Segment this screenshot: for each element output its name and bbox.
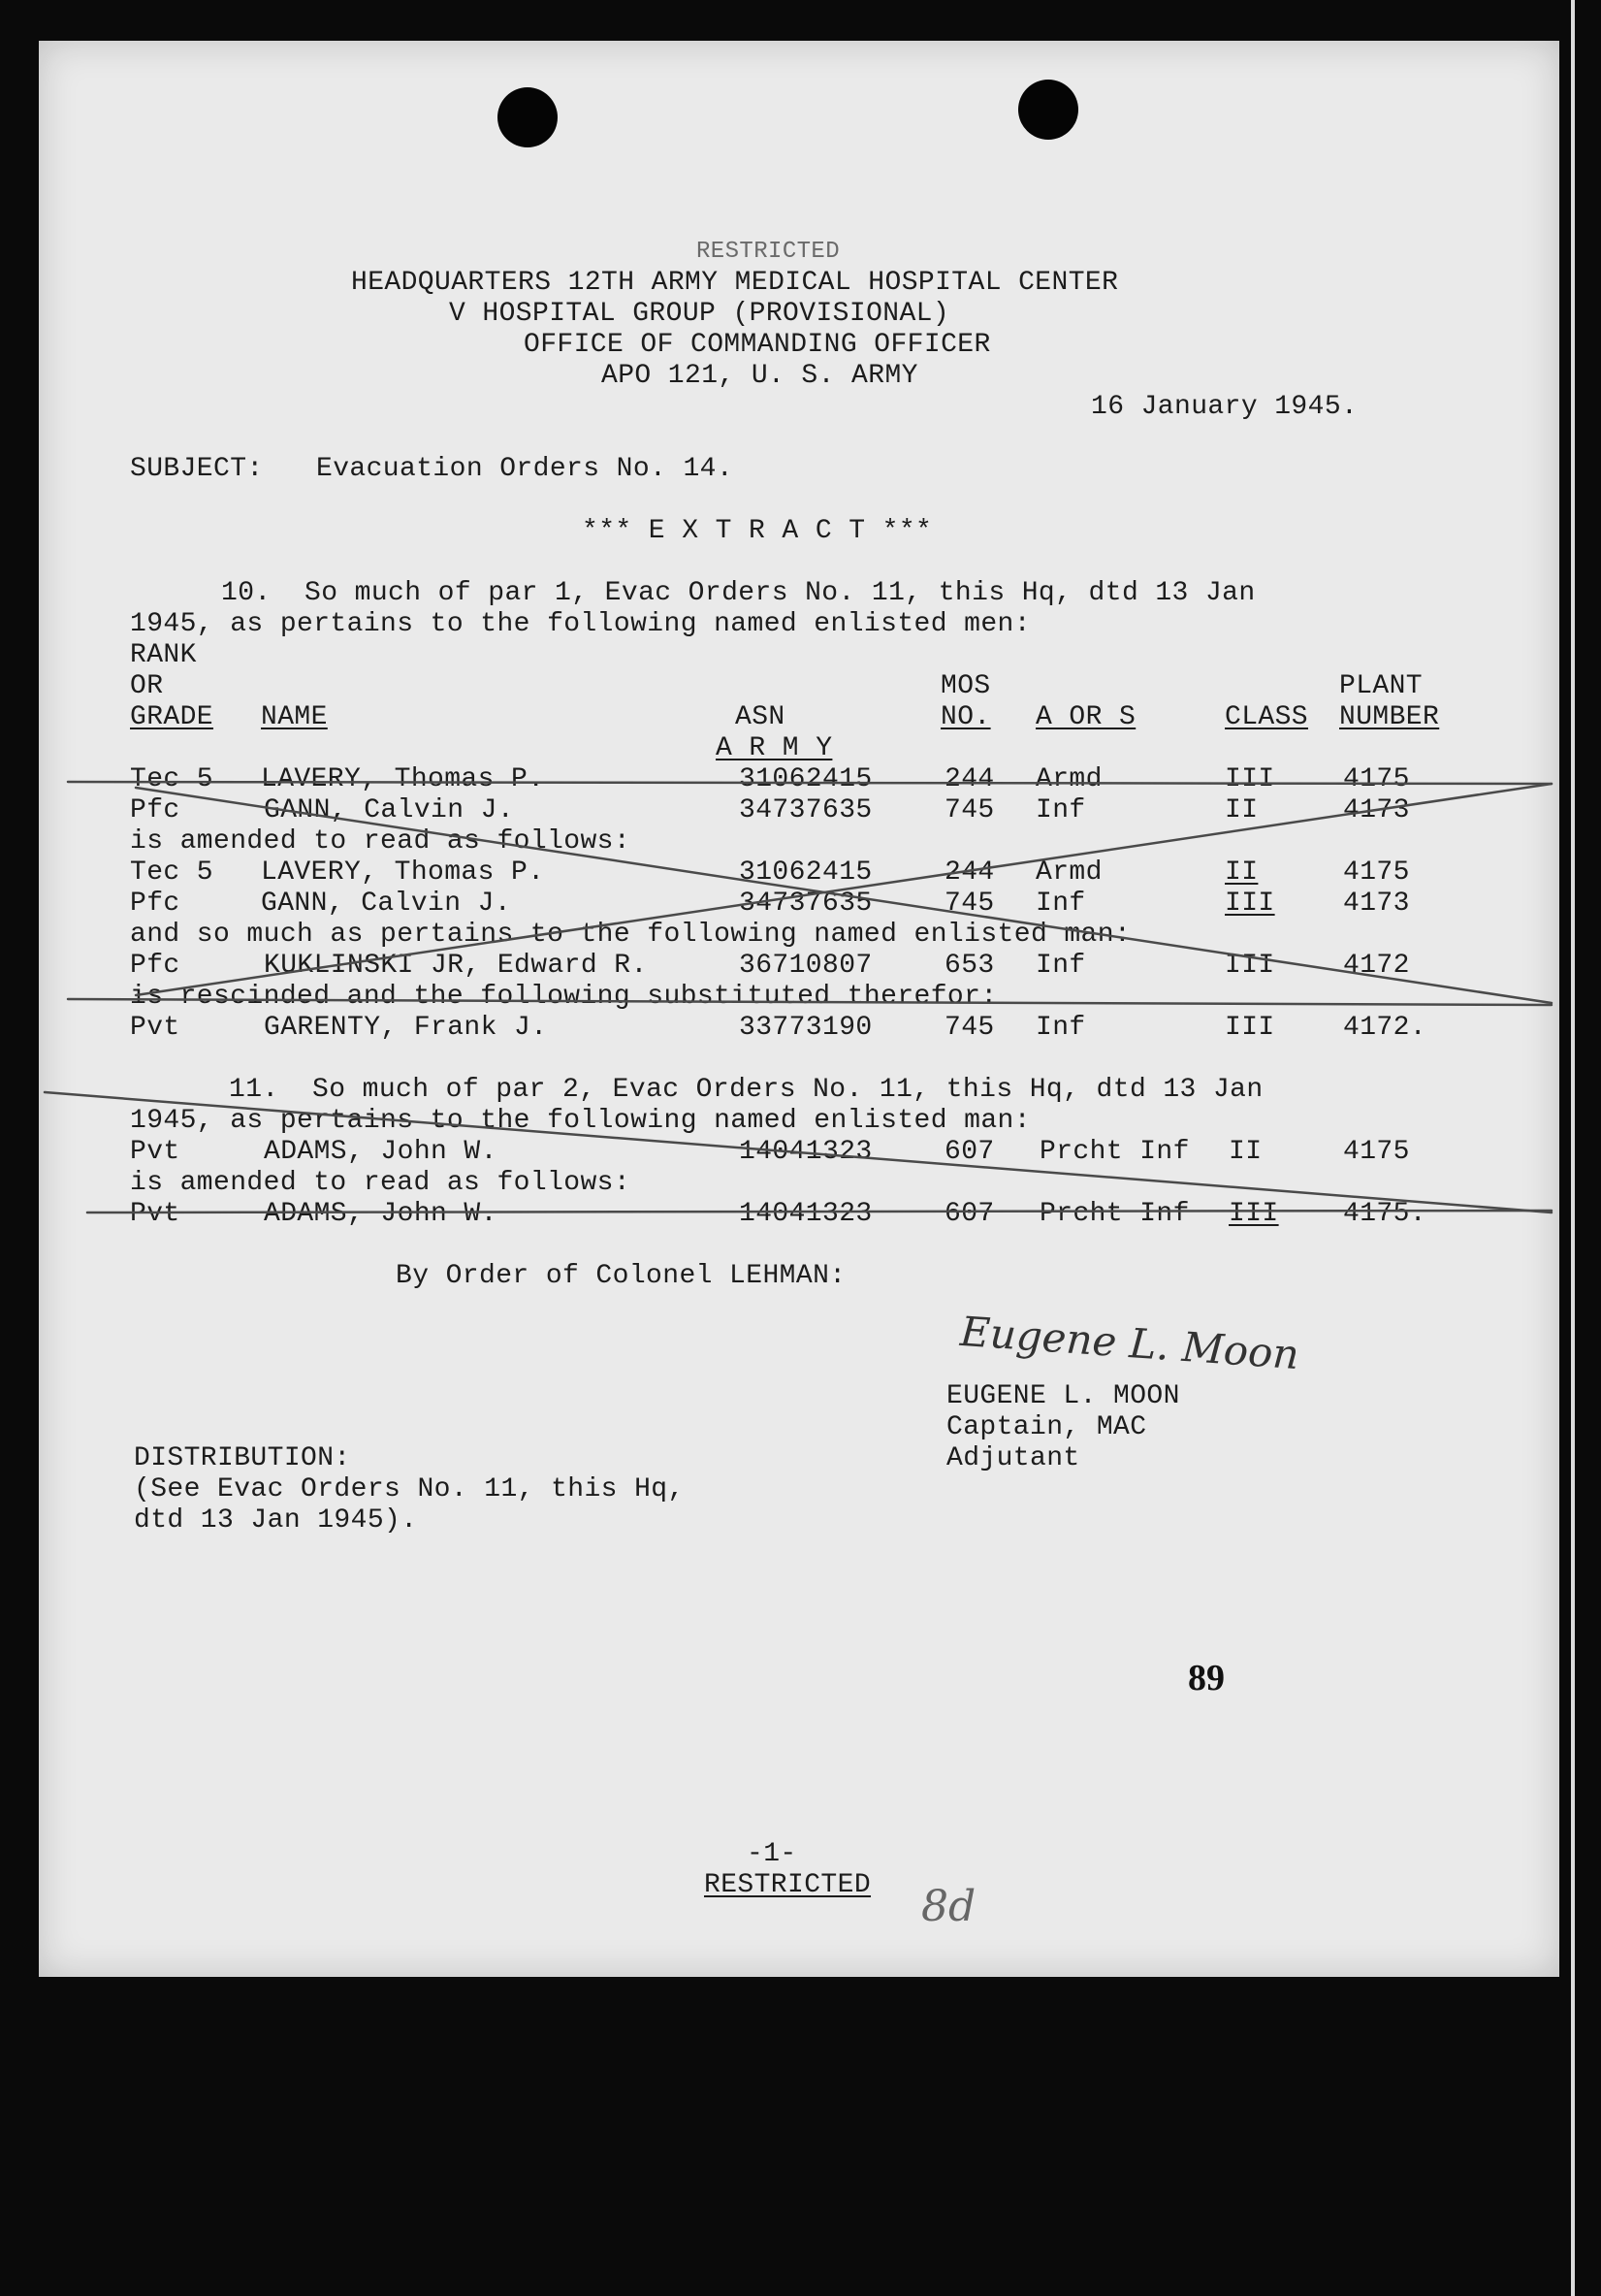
strike-line <box>68 999 1552 1005</box>
row-asn: 33773190 <box>739 1013 873 1043</box>
by-order: By Order of Colonel LEHMAN: <box>396 1261 847 1291</box>
para10-line-2: 1945, as pertains to the following named enlisted men: <box>130 609 1031 639</box>
amended-label: is amended to read as follows: <box>130 826 631 857</box>
signature-title: Adjutant <box>946 1443 1080 1473</box>
row-mos: 244 <box>945 857 995 888</box>
row-mos: 244 <box>945 764 995 794</box>
row-aors: Inf <box>1036 1013 1086 1043</box>
row-aors: Inf <box>1036 889 1086 919</box>
header-line-2: V HOSPITAL GROUP (PROVISIONAL) <box>449 299 950 329</box>
row-rank: Pvt <box>130 1013 180 1043</box>
col-a-or-s: A OR S <box>1036 702 1137 732</box>
row-class: III <box>1229 1199 1279 1229</box>
row-class: III <box>1225 889 1275 919</box>
extract-heading: *** E X T R A C T *** <box>582 516 933 546</box>
row-name: GANN, Calvin J. <box>264 795 515 825</box>
row-aors: Prcht Inf <box>1040 1137 1190 1167</box>
row-rank: Pfc <box>130 951 180 981</box>
row-name: GANN, Calvin J. <box>261 889 512 919</box>
row-rank: Pvt <box>130 1137 180 1167</box>
col-mos-line-2: NO. <box>941 702 991 732</box>
row-plant: 4172 <box>1343 951 1410 981</box>
row-class: II <box>1225 795 1259 825</box>
handwritten-signature: Eugene L. Moon <box>958 1307 1301 1379</box>
handwritten-note: 8d <box>921 1882 977 1931</box>
row-name: LAVERY, Thomas P. <box>261 764 545 794</box>
row-plant: 4172. <box>1343 1013 1427 1043</box>
amended-label-11: is amended to read as follows: <box>130 1168 631 1198</box>
row-plant: 4175 <box>1343 1137 1410 1167</box>
row-plant: 4173 <box>1343 889 1410 919</box>
strike-line <box>87 1211 1552 1213</box>
col-rank-line-2: OR <box>130 671 164 701</box>
footer-page: -1- <box>747 1839 797 1869</box>
row-name: ADAMS, John W. <box>264 1137 497 1167</box>
header-line-1: HEADQUARTERS 12TH ARMY MEDICAL HOSPITAL CENTER <box>351 268 1119 298</box>
strike-line <box>68 782 1552 784</box>
row-rank: Pvt <box>130 1199 180 1229</box>
row-asn: 36710807 <box>739 951 873 981</box>
para11-line-1: 11. So much of par 2, Evac Orders No. 11, this Hq, dtd 13 Jan <box>229 1075 1264 1105</box>
header-line-4: APO 121, U. S. ARMY <box>601 361 918 391</box>
row-rank: Pfc <box>130 889 180 919</box>
row-asn: 34737635 <box>739 795 873 825</box>
para10-line-1: 10. So much of par 1, Evac Orders No. 11, this Hq, dtd 13 Jan <box>221 578 1256 608</box>
row-mos: 745 <box>945 795 995 825</box>
row-asn: 34737635 <box>739 889 873 919</box>
row-aors: Inf <box>1036 795 1086 825</box>
row-asn: 14041323 <box>739 1199 873 1229</box>
row-asn: 14041323 <box>739 1137 873 1167</box>
row-mos: 745 <box>945 889 995 919</box>
row-mos: 607 <box>945 1199 995 1229</box>
subject-label: SUBJECT: <box>130 454 264 484</box>
distribution-line-2: dtd 13 Jan 1945). <box>134 1505 418 1536</box>
and-label: and so much as pertains to the following named enlisted man: <box>130 920 1132 950</box>
row-plant: 4175. <box>1343 1199 1427 1229</box>
row-name: ADAMS, John W. <box>264 1199 497 1229</box>
restricted-stamp-top: RESTRICTED <box>696 239 841 265</box>
col-rank-line-1: RANK <box>130 640 197 670</box>
row-rank: Tec 5 <box>130 764 214 794</box>
row-class: II <box>1229 1137 1263 1167</box>
strike-line <box>45 1092 1552 1213</box>
signature-name: EUGENE L. MOON <box>946 1381 1180 1411</box>
row-name: GARENTY, Frank J. <box>264 1013 548 1043</box>
col-plant-line-2: NUMBER <box>1339 702 1440 732</box>
page-number: 89 <box>1188 1658 1225 1698</box>
row-mos: 607 <box>945 1137 995 1167</box>
row-aors: Armd <box>1036 764 1103 794</box>
row-name: LAVERY, Thomas P. <box>261 857 545 888</box>
row-asn: 31062415 <box>739 764 873 794</box>
row-plant: 4175 <box>1343 857 1410 888</box>
row-plant: 4175 <box>1343 764 1410 794</box>
col-name: NAME <box>261 702 328 732</box>
header-line-3: OFFICE OF COMMANDING OFFICER <box>524 330 991 360</box>
row-class: III <box>1225 1013 1275 1043</box>
col-class: CLASS <box>1225 702 1309 732</box>
row-mos: 745 <box>945 1013 995 1043</box>
footer-restricted: RESTRICTED <box>704 1870 872 1900</box>
signature-rank: Captain, MAC <box>946 1412 1147 1442</box>
row-rank: Tec 5 <box>130 857 214 888</box>
col-plant-line-1: PLANT <box>1339 671 1424 701</box>
strike-diagonal <box>136 788 1552 1003</box>
row-plant: 4173 <box>1343 795 1410 825</box>
col-asn-army: A R M Y <box>716 733 833 763</box>
col-asn: ASN <box>735 702 785 732</box>
document-date: 16 January 1945. <box>1091 392 1359 422</box>
row-aors: Armd <box>1036 857 1103 888</box>
row-aors: Inf <box>1036 951 1086 981</box>
row-class: III <box>1225 764 1275 794</box>
col-rank-line-3: GRADE <box>130 702 214 732</box>
row-mos: 653 <box>945 951 995 981</box>
distribution-label: DISTRIBUTION: <box>134 1443 351 1473</box>
subject-text: Evacuation Orders No. 14. <box>316 454 734 484</box>
row-aors: Prcht Inf <box>1040 1199 1190 1229</box>
strike-diagonal <box>136 784 1552 995</box>
row-name: KUKLINSKI JR, Edward R. <box>264 951 648 981</box>
row-class: III <box>1225 951 1275 981</box>
row-asn: 31062415 <box>739 857 873 888</box>
rescinded-label: is rescinded and the following substituted therefor: <box>130 982 998 1012</box>
col-mos-line-1: MOS <box>941 671 991 701</box>
row-rank: Pfc <box>130 795 180 825</box>
row-class: II <box>1225 857 1259 888</box>
para11-line-2: 1945, as pertains to the following named enlisted man: <box>130 1106 1031 1136</box>
distribution-line-1: (See Evac Orders No. 11, this Hq, <box>134 1474 685 1504</box>
